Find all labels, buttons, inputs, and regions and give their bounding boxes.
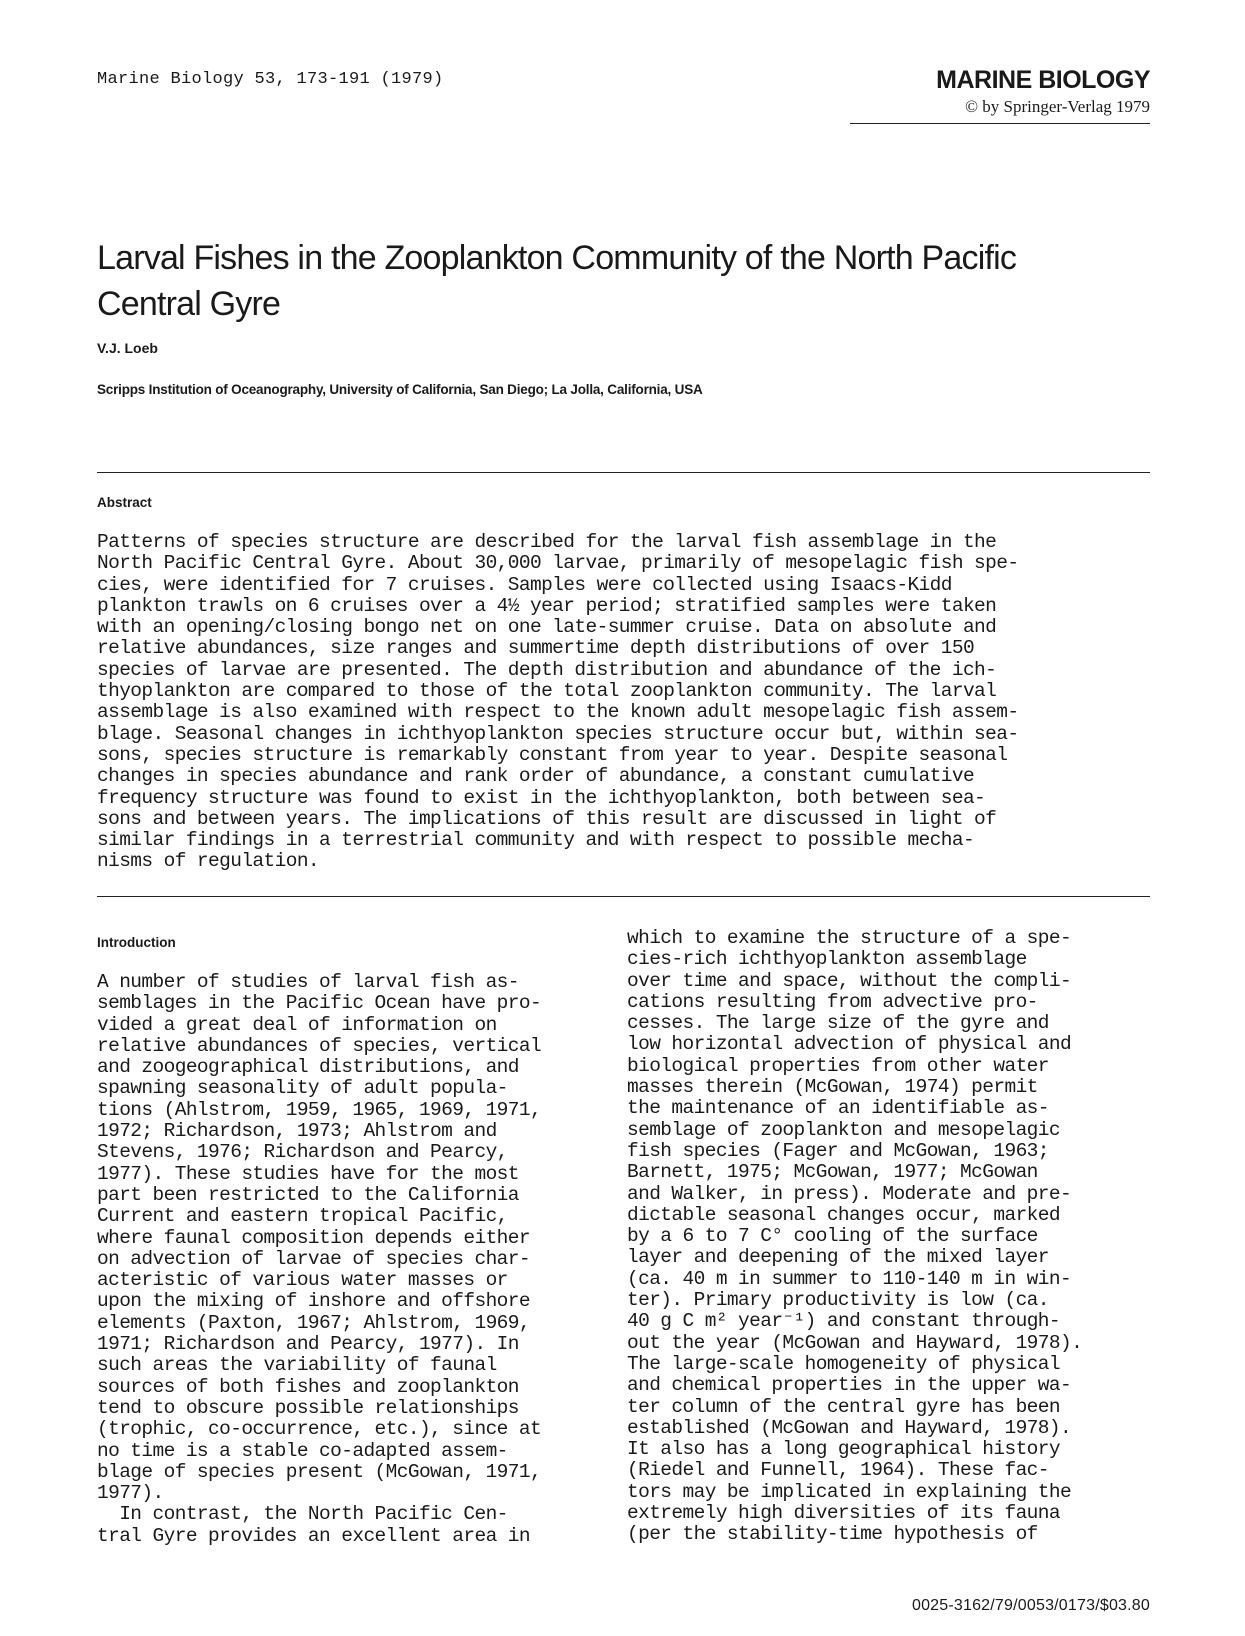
body-line: (per the stability-time hypothesis of bbox=[627, 1523, 1038, 1546]
body-line: vided a great deal of information on bbox=[97, 1013, 497, 1036]
body-line: Current and eastern tropical Pacific, bbox=[97, 1205, 508, 1228]
body-line: such areas the variability of faunal bbox=[97, 1354, 497, 1377]
body-line: Barnett, 1975; McGowan, 1977; McGowan bbox=[627, 1161, 1038, 1184]
body-line: cies-rich ichthyoplankton assemblage bbox=[627, 948, 1027, 971]
body-line: extremely high diversities of its fauna bbox=[627, 1502, 1060, 1525]
body-line: relative abundances of species, vertical bbox=[97, 1034, 542, 1057]
body-line: spawning seasonality of adult popula- bbox=[97, 1077, 508, 1100]
body-line: tral Gyre provides an excellent area in bbox=[97, 1524, 530, 1547]
body-line: ter column of the central gyre has been bbox=[627, 1395, 1060, 1418]
body-line: low horizontal advection of physical and bbox=[627, 1033, 1072, 1056]
abstract-line: frequency structure was found to exist in the ichthyoplankton, both between sea- bbox=[97, 786, 986, 809]
body-line: tors may be implicated in explaining the bbox=[627, 1480, 1072, 1503]
abstract-line: sons and between years. The implications of this result are discussed in light of bbox=[97, 807, 997, 830]
body-line: established (McGowan and Hayward, 1978). bbox=[627, 1416, 1072, 1439]
body-line: dictable seasonal changes occur, marked bbox=[627, 1203, 1060, 1226]
body-line: tions (Ahlstrom, 1959, 1965, 1969, 1971, bbox=[97, 1098, 542, 1121]
abstract-line: changes in species abundance and rank order of abundance, a constant cumulative bbox=[97, 765, 975, 788]
body-line: biological properties from other water bbox=[627, 1054, 1049, 1077]
body-line: (Riedel and Funnell, 1964). These fac- bbox=[627, 1459, 1049, 1482]
body-line: tend to obscure possible relationships bbox=[97, 1396, 519, 1419]
introduction-left-column bbox=[97, 972, 617, 1547]
body-line: semblages in the Pacific Ocean have pro- bbox=[97, 992, 542, 1015]
abstract-bottom-rule bbox=[97, 896, 1150, 897]
journal-masthead bbox=[850, 66, 1150, 124]
body-line: over time and space, without the compli- bbox=[627, 969, 1072, 992]
body-line: (trophic, co-occurrence, etc.), since at bbox=[97, 1418, 542, 1441]
abstract-line: species of larvae are presented. The depth distribution and abundance of the ich- bbox=[97, 658, 997, 681]
body-line: fish species (Fager and McGowan, 1963; bbox=[627, 1139, 1049, 1162]
body-line: 40 g C m² year⁻¹) and constant through- bbox=[627, 1310, 1061, 1333]
abstract-line: plankton trawls on 6 cruises over a 4½ year period; stratified samples were taken bbox=[97, 594, 997, 617]
body-line: which to examine the structure of a spe- bbox=[627, 927, 1072, 949]
body-line: elements (Paxton, 1967; Ahlstrom, 1969, bbox=[97, 1311, 530, 1334]
body-line: semblage of zooplankton and mesopelagic bbox=[627, 1118, 1060, 1141]
author-affiliation: Scripps Institution of Oceanography, University of California, San Diego; La Jolla, California, USA bbox=[97, 382, 703, 397]
body-line: masses therein (McGowan, 1974) permit bbox=[627, 1076, 1038, 1099]
body-line: sources of both fishes and zooplankton bbox=[97, 1375, 519, 1398]
abstract-line: cies, were identified for 7 cruises. Samples were collected using Isaacs-Kidd bbox=[97, 573, 952, 596]
body-line: 1971; Richardson and Pearcy, 1977). In bbox=[97, 1333, 519, 1356]
journal-reference: Marine Biology 53, 173-191 (1979) bbox=[97, 70, 444, 89]
body-line: A number of studies of larval fish as- bbox=[97, 971, 519, 993]
body-line: In contrast, the North Pacific Cen- bbox=[97, 1503, 508, 1526]
abstract-heading: Abstract bbox=[97, 495, 152, 510]
abstract-line: blage. Seasonal changes in ichthyoplankton species structure occur but, within sea- bbox=[97, 722, 1019, 745]
body-line: on advection of larvae of species char- bbox=[97, 1247, 530, 1270]
author-name: V.J. Loeb bbox=[97, 340, 158, 356]
body-line: out the year (McGowan and Hayward, 1978). bbox=[627, 1331, 1083, 1354]
body-line: 1977). bbox=[97, 1482, 164, 1505]
body-line: and Walker, in press). Moderate and pre- bbox=[627, 1182, 1072, 1205]
body-line: cations resulting from advective pro- bbox=[627, 990, 1038, 1013]
abstract-line: North Pacific Central Gyre. About 30,000 larvae, primarily of mesopelagic fish spe- bbox=[97, 552, 1019, 575]
body-line: no time is a stable co-adapted assem- bbox=[97, 1439, 508, 1462]
body-line: It also has a long geographical history bbox=[627, 1438, 1060, 1461]
abstract-top-rule bbox=[97, 472, 1150, 473]
article-title: Larval Fishes in the Zooplankton Community of the North Pacific Central Gyre bbox=[97, 238, 1017, 323]
body-line: (ca. 40 m in summer to 110-140 m in win- bbox=[627, 1267, 1072, 1290]
abstract-body bbox=[97, 532, 1157, 873]
body-line: by a 6 to 7 C° cooling of the surface bbox=[627, 1225, 1038, 1248]
abstract-line: relative abundances, size ranges and summertime depth distributions of over 150 bbox=[97, 637, 975, 660]
body-line: acteristic of various water masses or bbox=[97, 1269, 508, 1292]
body-line: layer and deepening of the mixed layer bbox=[627, 1246, 1049, 1269]
body-line: 1977). These studies have for the most bbox=[97, 1162, 519, 1185]
abstract-line: similar findings in a terrestrial community and with respect to possible mecha- bbox=[97, 829, 975, 852]
body-line: ter). Primary productivity is low (ca. bbox=[627, 1289, 1049, 1312]
body-line: the maintenance of an identifiable as- bbox=[627, 1097, 1049, 1120]
abstract-line: Patterns of species structure are described for the larval fish assemblage in the bbox=[97, 531, 997, 553]
body-line: and zoogeographical distributions, and bbox=[97, 1056, 519, 1079]
body-line: 1972; Richardson, 1973; Ahlstrom and bbox=[97, 1120, 497, 1143]
masthead-title: MARINE BIOLOGY bbox=[936, 66, 1150, 94]
body-line: and chemical properties in the upper wa- bbox=[627, 1374, 1072, 1397]
body-line: The large-scale homogeneity of physical bbox=[627, 1352, 1060, 1375]
body-line: cesses. The large size of the gyre and bbox=[627, 1012, 1049, 1035]
body-line: blage of species present (McGowan, 1971, bbox=[97, 1460, 542, 1483]
body-line: upon the mixing of inshore and offshore bbox=[97, 1290, 530, 1313]
abstract-line: assemblage is also examined with respect to the known adult mesopelagic fish assem- bbox=[97, 701, 1019, 724]
body-line: part been restricted to the California bbox=[97, 1183, 519, 1206]
introduction-heading: Introduction bbox=[97, 935, 176, 950]
issn-price-code: 0025-3162/79/0053/0173/$03.80 bbox=[911, 1597, 1150, 1614]
introduction-right-column bbox=[627, 928, 1157, 1546]
masthead-copyright: © by Springer-Verlag 1979 bbox=[965, 97, 1150, 116]
abstract-line: thyoplankton are compared to those of the total zooplankton community. The larval bbox=[97, 680, 997, 703]
body-line: Stevens, 1976; Richardson and Pearcy, bbox=[97, 1141, 508, 1164]
abstract-line: nisms of regulation. bbox=[97, 850, 320, 873]
abstract-line: sons, species structure is remarkably constant from year to year. Despite seasonal bbox=[97, 743, 1008, 766]
abstract-line: with an opening/closing bongo net on one late-summer cruise. Data on absolute and bbox=[97, 616, 997, 639]
body-line: where faunal composition depends either bbox=[97, 1226, 530, 1249]
